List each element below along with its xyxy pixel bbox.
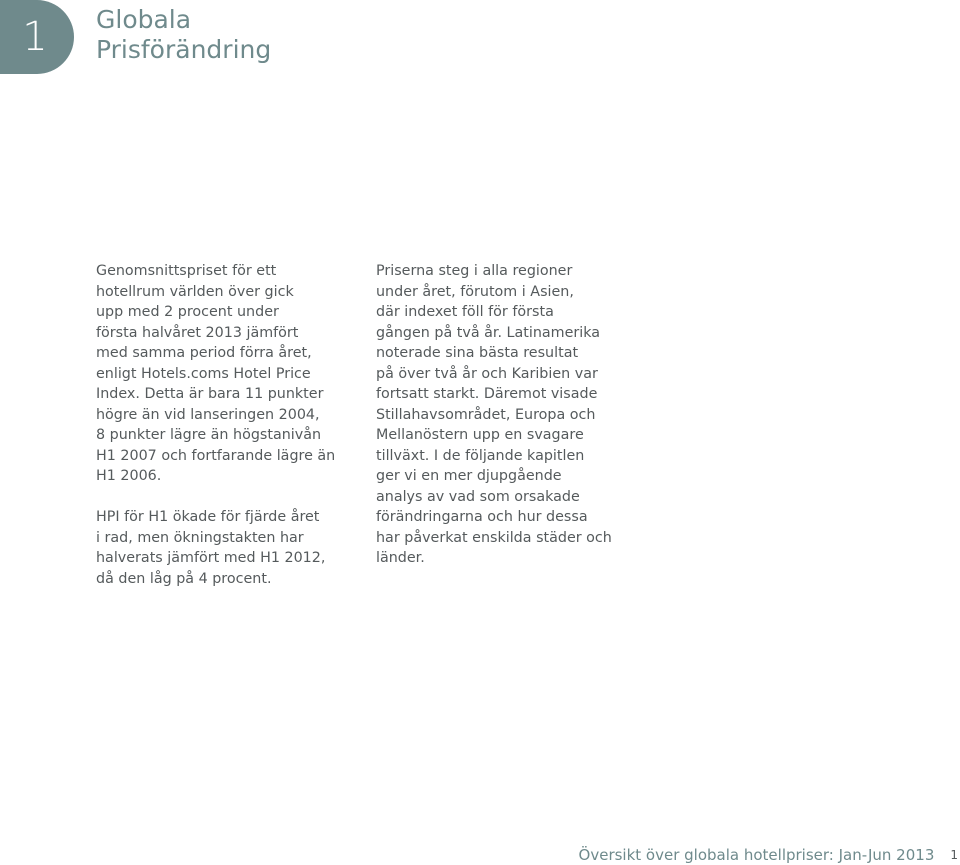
chapter-title-line1: Globala	[96, 5, 192, 34]
page-footer	[579, 843, 960, 865]
chapter-title-line2: Prisförändring	[96, 35, 272, 64]
page-number: 1	[950, 848, 958, 862]
body-column-right	[376, 261, 646, 569]
chapter-title	[96, 5, 516, 65]
body-paragraph: HPI för H1 ökade för fjärde året i rad, men ökningstakten har halverats jämfört med H1 2012, då den låg på 4 procent.	[96, 509, 326, 587]
body-column-left	[96, 261, 366, 589]
footer-title: Översikt över globala hotellpriser: Jan-Jun 2013	[578, 846, 935, 864]
body-paragraph: Genomsnittspriset för ett hotellrum världen över gick upp med 2 procent under första halvåret 2013 jämfört med samma period förra året, enligt Hotels.coms Hotel Price Index. Detta är bara 11 punkter högre än vid lanseringen 2004, 8 punkter lägre än högstanivån H1 2007 och fortfarande lägre än H1 2006.	[96, 263, 336, 484]
chapter-badge	[0, 0, 74, 74]
chapter-number: 1	[22, 14, 48, 60]
body-paragraph: Priserna steg i alla regioner under året, förutom i Asien, där indexet föll för första gången på två år. Latinamerika noterade sina bästa resultat på över två år och Karibien var fortsatt starkt. Däremot visade Stillahavsområdet, Europa och Mellanöstern upp en svagare tillväxt. I de följande kapitlen ger vi en mer djupgående analys av vad som orsakade förändringarna och hur dessa har påverkat enskilda städer och länder.	[376, 263, 612, 566]
